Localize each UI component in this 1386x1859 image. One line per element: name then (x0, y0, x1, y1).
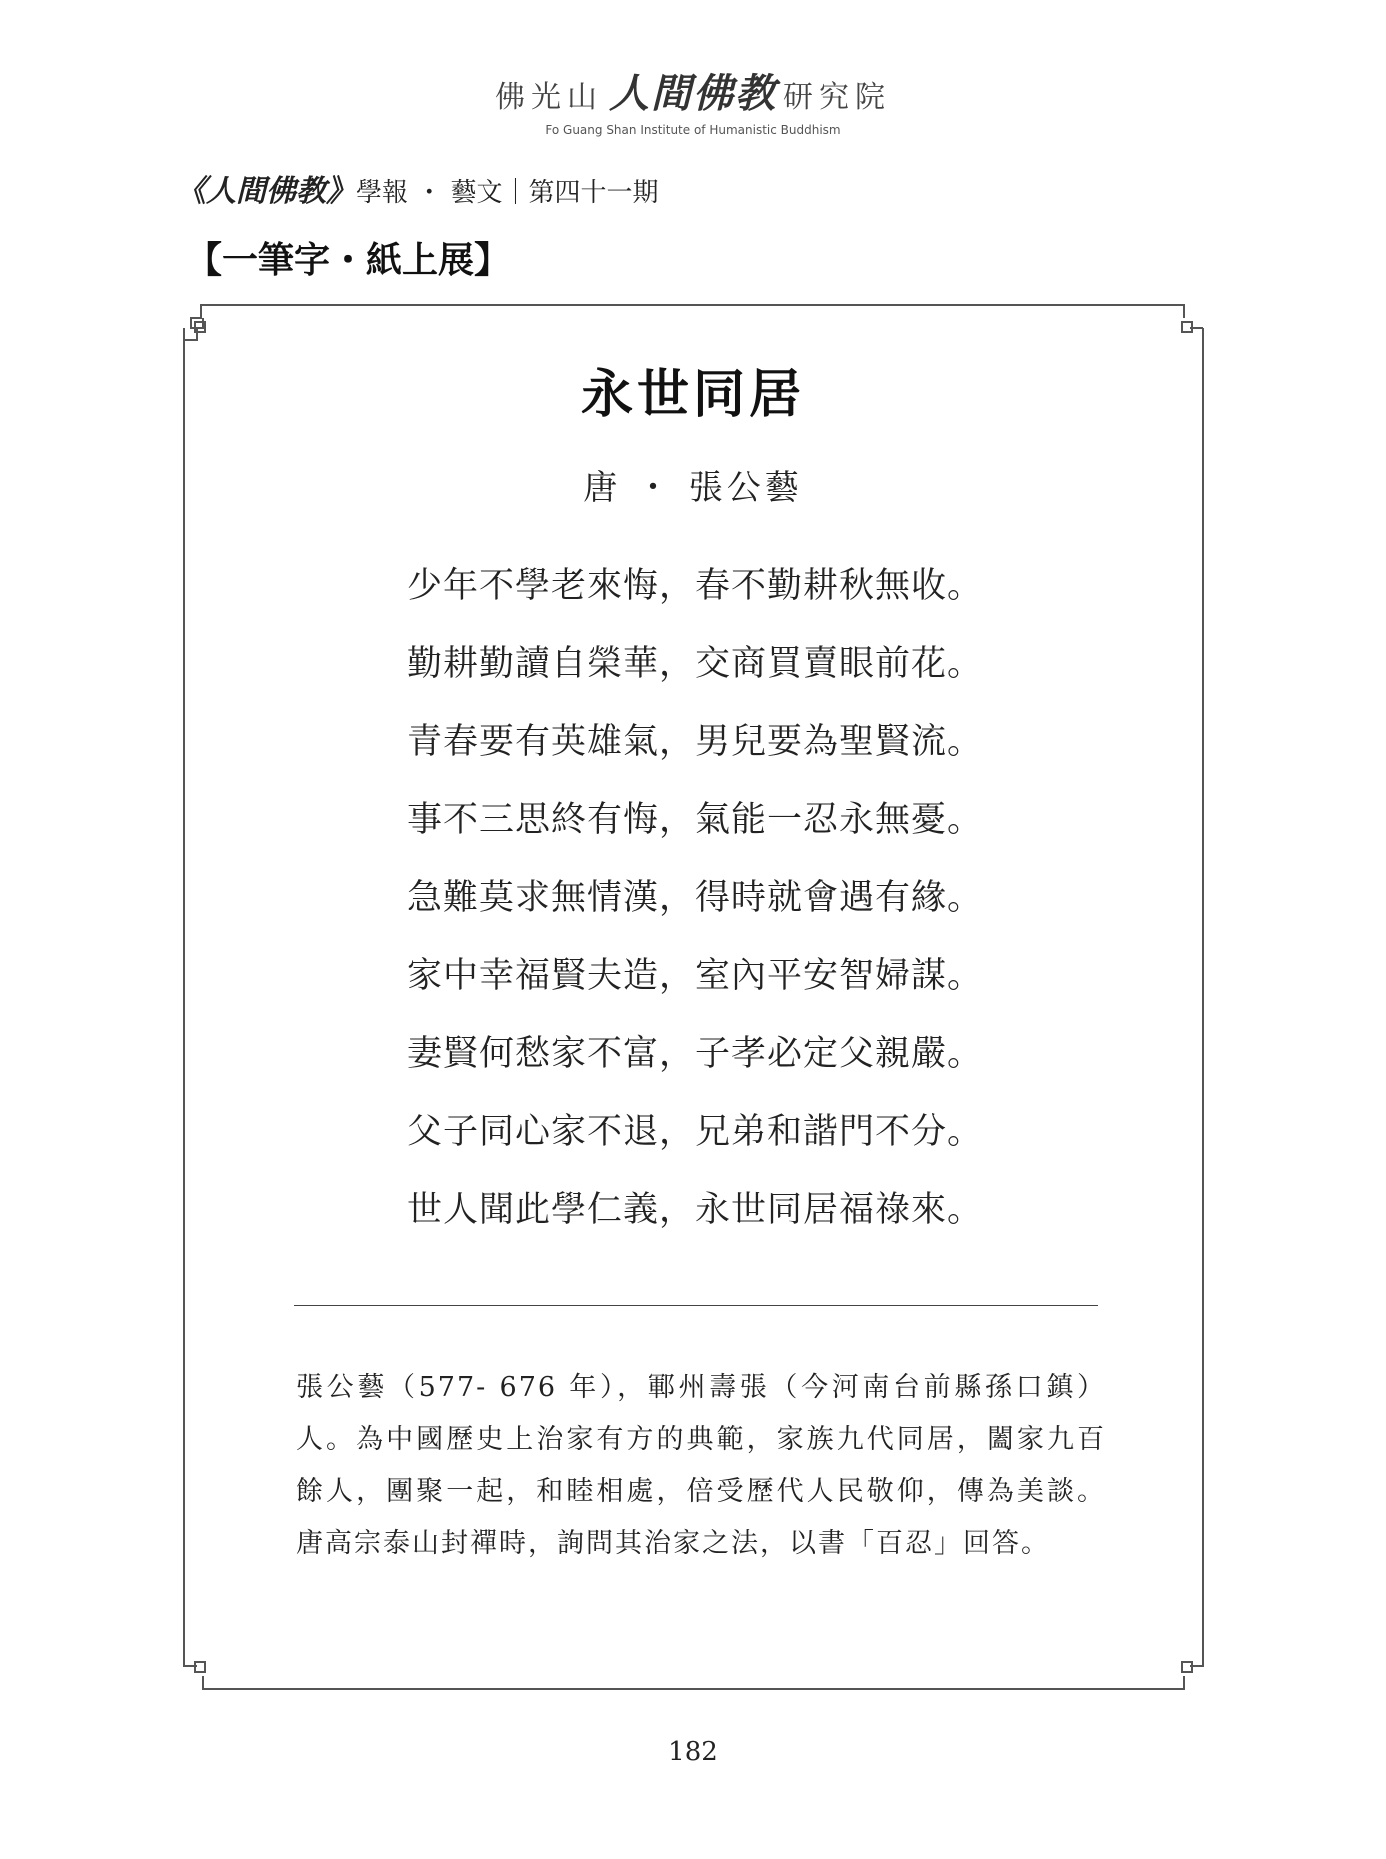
frame-corner-bottom-left (183, 1630, 243, 1690)
journal-info: 學報 ・ 藝文｜第四十一期 (356, 178, 659, 208)
poem-line: 父子同心家不退，兄弟和諧門不分。 (407, 1112, 984, 1152)
frame-corner-bottom-right (1144, 1630, 1204, 1690)
poem-lines (407, 556, 1027, 1258)
frame-left-border (183, 339, 185, 1653)
journal-brand: 《人間佛教》 (176, 174, 356, 209)
poem-line: 家中幸福賢夫造，室內平安智婦謀。 (407, 956, 984, 996)
author-biography: 張公藝（577- 676 年），鄆州壽張（今河南台前縣孫口鎮）人。為中國歷史上治家有方的典範，家族九代同居，闔家九百餘人，團聚一起，和睦相處，倍受歷代人民敬仰，傳為美談。唐高宗泰山封禪時，詢問其治家之法，以書「百忍」回答。 (296, 1372, 1106, 1559)
poem-line: 妻賢何愁家不富，子孝必定父親嚴。 (407, 1034, 984, 1074)
institute-english-name: Fo Guang Shan Institute of Humanistic Buddhism (545, 123, 841, 137)
poem-author: 唐 ・ 張公藝 (583, 468, 803, 508)
poem-line: 世人聞此學仁義，永世同居福祿來。 (407, 1190, 984, 1230)
section-title: 【一筆字・紙上展】 (186, 239, 511, 281)
bio-divider (294, 1305, 1098, 1306)
institute-prefix: 佛光山 (495, 80, 603, 115)
journal-info-line (176, 166, 659, 210)
poem-line: 勤耕勤讀自榮華，交商買賣眼前花。 (407, 644, 984, 684)
poem-line: 少年不學老來悔，春不勤耕秋無收。 (407, 566, 984, 606)
page-number: 182 (668, 1737, 718, 1767)
institute-suffix: 研究院 (783, 80, 891, 115)
poem-line: 急難莫求無情漢，得時就會遇有緣。 (407, 878, 984, 918)
institute-brand-logo: 人間佛教 (609, 70, 777, 117)
institute-header (0, 62, 1386, 137)
institute-title (0, 62, 1386, 119)
poem-line: 事不三思終有悔，氣能一忍永無憂。 (407, 800, 984, 840)
frame-right-border (1202, 339, 1204, 1653)
frame-bottom-border (220, 1688, 1167, 1690)
poem-line: 青春要有英雄氣，男兒要為聖賢流。 (407, 722, 984, 762)
frame-top-border (220, 304, 1167, 306)
poem-title: 永世同居 (580, 364, 805, 425)
